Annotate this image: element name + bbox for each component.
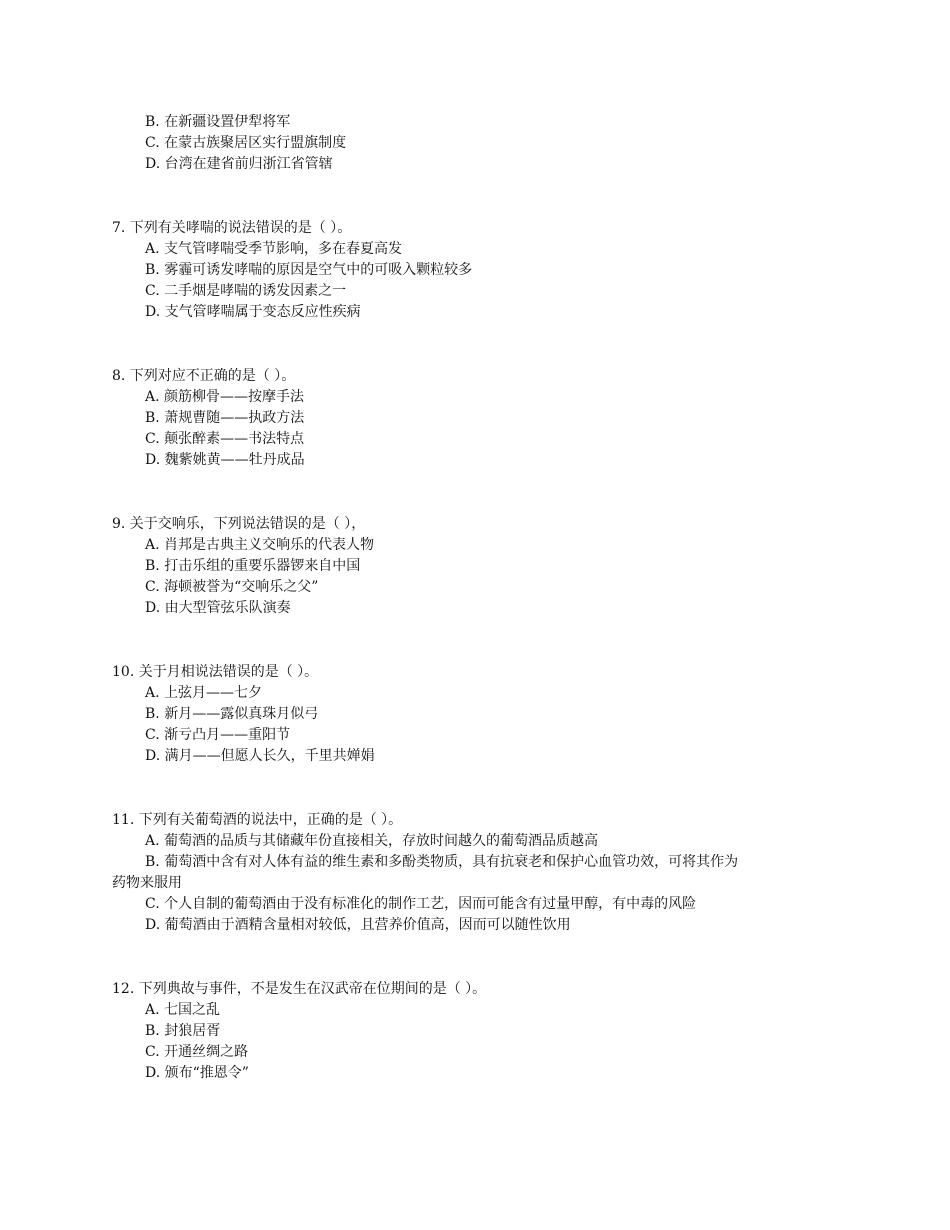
option-a: A. 七国之乱 — [145, 1002, 221, 1018]
option-b: B. 萧规曹随——执政方法 — [145, 410, 305, 426]
question-stem: 12. 下列典故与事件，不是发生在汉武帝在位期间的是（ ）。 — [112, 981, 487, 997]
question-stem: 8. 下列对应不正确的是（ ）。 — [112, 368, 296, 384]
option-d: D. 葡萄酒由于酒精含量相对较低，且营养价值高，因而可以随性饮用 — [145, 917, 571, 933]
option-c: C. 颠张醉素——书法特点 — [145, 431, 305, 447]
question-stem: 7. 下列有关哮喘的说法错误的是（ ）。 — [112, 220, 352, 236]
option-d: D. 魏紫姚黄——牡丹成品 — [145, 452, 305, 468]
option-a: A. 肖邦是古典主义交响乐的代表人物 — [145, 537, 375, 553]
option-c: C. 在蒙古族聚居区实行盟旗制度 — [145, 135, 347, 151]
question-stem: 11. 下列有关葡萄酒的说法中，正确的是（ ）。 — [112, 812, 403, 828]
option-b: B. 封狼居胥 — [145, 1023, 221, 1039]
option-b-continuation: 药物来服用 — [112, 875, 182, 891]
question-stem: 10. 关于月相说法错误的是（ ）。 — [112, 664, 319, 680]
option-a: A. 葡萄酒的品质与其储藏年份直接相关，存放时间越久的葡萄酒品质越高 — [145, 833, 599, 849]
option-b: B. 在新疆设置伊犁将军 — [145, 114, 291, 130]
option-d: D. 台湾在建省前归浙江省管辖 — [145, 156, 333, 172]
question-stem: 9. 关于交响乐，下列说法错误的是（ ）， — [112, 516, 366, 532]
option-a: A. 支气管哮喘受季节影响，多在春夏高发 — [145, 241, 403, 257]
option-d: D. 由大型管弦乐队演奏 — [145, 600, 291, 616]
option-c: C. 二手烟是哮喘的诱发因素之一 — [145, 283, 347, 299]
option-d: D. 颁布“推恩令” — [145, 1065, 249, 1081]
option-c: C. 海顿被誉为“交响乐之父” — [145, 579, 319, 595]
option-d: D. 满月——但愿人长久，千里共婵娟 — [145, 748, 375, 764]
option-c: C. 开通丝绸之路 — [145, 1044, 249, 1060]
option-b: B. 打击乐组的重要乐器锣来自中国 — [145, 558, 361, 574]
option-c: C. 个人自制的葡萄酒由于没有标准化的制作工艺，因而可能含有过量甲醇，有中毒的风险 — [145, 896, 697, 912]
option-b: B. 葡萄酒中含有对人体有益的维生素和多酚类物质，具有抗衰老和保护心血管功效，可将其作为 — [145, 854, 739, 870]
option-c: C. 渐亏凸月——重阳节 — [145, 727, 291, 743]
option-d: D. 支气管哮喘属于变态反应性疾病 — [145, 304, 361, 320]
option-a: A. 颜筋柳骨——按摩手法 — [145, 389, 305, 405]
option-b: B. 新月——露似真珠月似弓 — [145, 706, 319, 722]
option-a: A. 上弦月——七夕 — [145, 685, 263, 701]
option-b: B. 雾霾可诱发哮喘的原因是空气中的可吸入颗粒较多 — [145, 262, 473, 278]
